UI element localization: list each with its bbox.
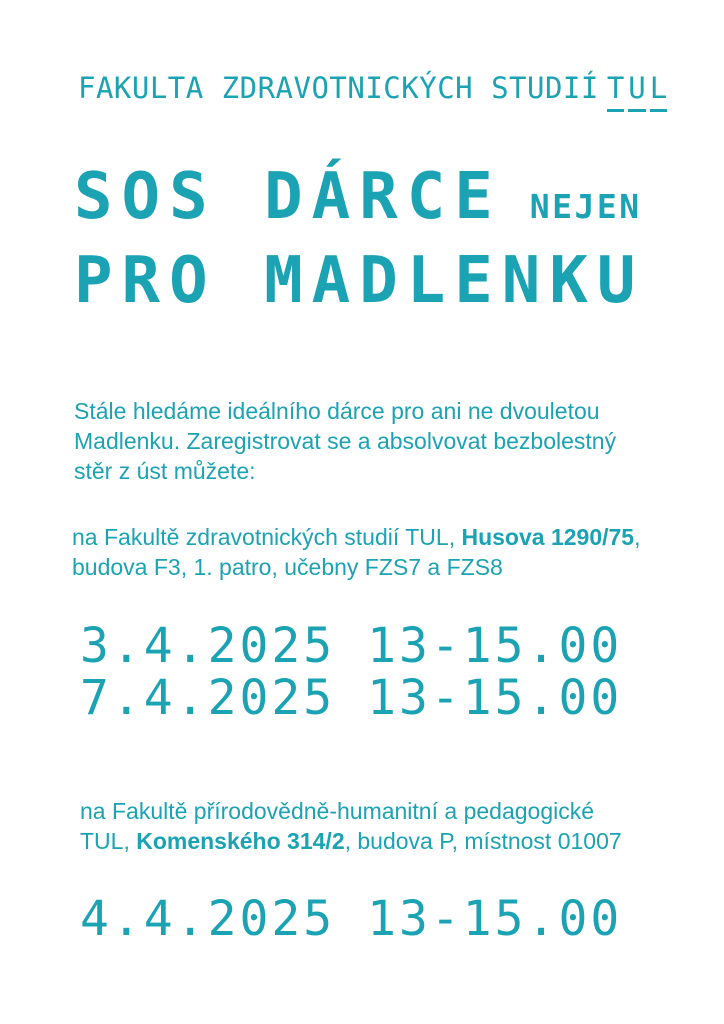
location-fzs-prefix: na Fakultě zdravotnických studií TUL,: [72, 524, 462, 550]
intro-paragraph: [74, 396, 616, 486]
date-fzs-2: 7.4.2025 13-15.00: [80, 670, 623, 726]
location-fp: [80, 796, 622, 856]
location-fzs-address: Husova 1290/75: [461, 524, 635, 550]
location-fp-line-1: na Fakultě přírodovědně-humanitní a pedagogické: [80, 798, 595, 824]
location-fzs-line-2: budova F3, 1. patro, učebny FZS7 a FZS8: [72, 554, 503, 580]
title-line-1-small: NEJEN: [529, 187, 642, 226]
dates-fzs: [80, 620, 622, 724]
title-line-1: [74, 160, 644, 244]
date-fzs-1: 3.4.2025 13-15.00: [80, 618, 623, 674]
intro-line-1: Stále hledáme ideálního dárce pro ani ne dvouletou: [74, 398, 600, 424]
location-fp-line-2: [80, 826, 622, 856]
tul-abbreviation: [607, 70, 671, 112]
location-fzs-suffix: ,: [634, 524, 641, 550]
tul-letter-t: T: [607, 70, 624, 112]
tul-letter-l: L: [650, 70, 667, 112]
intro-line-2: Madlenku. Zaregistrovat se a absolvovat bezbolestný: [74, 428, 617, 454]
faculty-header: [78, 70, 671, 112]
faculty-name: FAKULTA ZDRAVOTNICKÝCH STUDIÍ: [78, 71, 599, 105]
intro-line-3: stěr z úst můžete:: [74, 458, 256, 484]
poster-title: [74, 160, 644, 319]
tul-letter-u: U: [628, 70, 645, 112]
date-fp: 4.4.2025 13-15.00: [80, 891, 623, 947]
location-fzs-line-1: [72, 522, 641, 552]
title-line-2: PRO MADLENKU: [74, 244, 645, 318]
location-fp-address: Komenského 314/2: [136, 828, 345, 854]
title-line-1-main: SOS DÁRCE: [74, 160, 502, 234]
location-fp-suffix: , budova P, místnost 01007: [344, 828, 622, 854]
location-fp-prefix: TUL,: [80, 828, 137, 854]
location-fzs: [72, 522, 641, 582]
